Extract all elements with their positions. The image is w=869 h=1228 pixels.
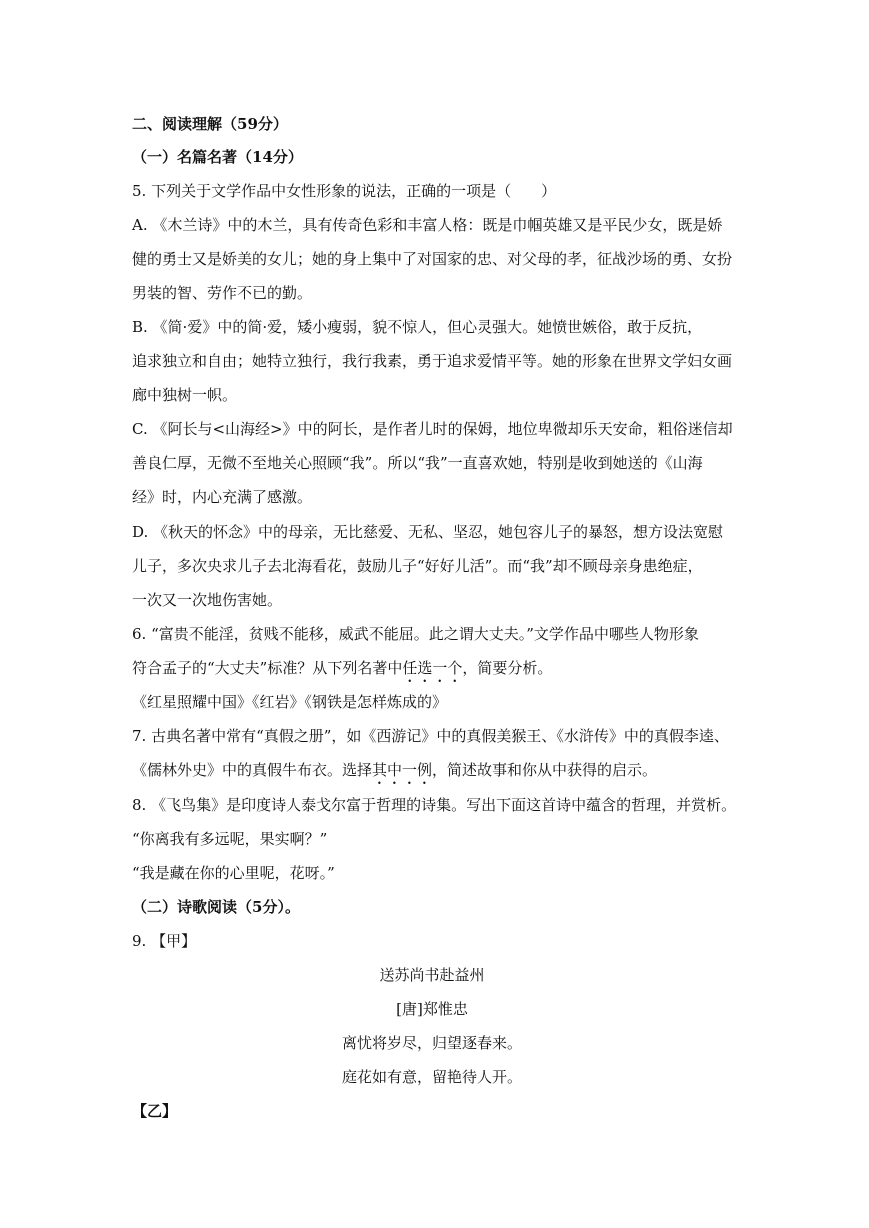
q6-line2-pre: 符合孟子的“大丈夫”标准？从下列名著中 [132, 659, 403, 677]
q7-emphasis: 其中一例 [372, 761, 433, 779]
q5-option-c-line3: 经》时，内心充满了感激。 [132, 488, 313, 506]
q6-line2-post: ，简要分析。 [462, 659, 553, 677]
q6-line2 [132, 658, 812, 686]
q5-option-d-line1: D. 《秋天的怀念》中的母亲，无比慈爱、无私、坚忍，她包容儿子的暴怒，想方设法宽慰 [132, 523, 724, 541]
poem-title: 送苏尚书赴益州 [379, 966, 485, 984]
q5-option-d-line3: 一次又一次地伤害她。 [132, 591, 283, 609]
q5-option-a-line3: 男装的智、劳作不已的勤。 [132, 284, 313, 302]
q6-books: 《红星照耀中国》《红岩》《钢铁是怎样炼成的》 [132, 693, 448, 711]
poem-line1: 离忧将岁尽，归望逐春来。 [341, 1034, 522, 1052]
q5-option-b-line3: 廊中独树一帜。 [132, 386, 238, 404]
q8-line1: 8. 《飞鸟集》是印度诗人泰戈尔富于哲理的诗集。写出下面这首诗中蕴含的哲理，并赏析。 [132, 796, 737, 814]
q9-label: 9. 【甲】 [132, 932, 197, 950]
q7-line2-pre: 《儒林外史》中的真假牛布衣。选择 [132, 761, 373, 779]
poem-yi-label: 【乙】 [132, 1102, 178, 1120]
poem-line2: 庭花如有意，留艳待人开。 [341, 1068, 522, 1086]
poem-author: [唐]郑惟忠 [396, 1000, 468, 1018]
q7-line1: 7. 古典名著中常有“真假之册”，如《西游记》中的真假美猴王、《水浒传》中的真假李逵、 [132, 727, 729, 745]
q5-option-c-line1: C. 《阿长与<山海经>》中的阿长，是作者儿时的保姆，地位卑微却乐天安命，粗俗迷信却 [132, 420, 733, 438]
q5-option-b-line2: 追求独立和自由；她特立独行，我行我素，勇于追求爱情平等。她的形象在世界文学妇女画 [132, 352, 733, 370]
q8-quote2: “我是藏在你的心里呢，花呀。” [132, 864, 335, 882]
part1-title: （一）名篇名著（14分） [132, 148, 303, 166]
q5-option-b-line1: B. 《简·爱》中的简·爱，矮小瘦弱，貌不惊人，但心灵强大。她愤世嫉俗，敢于反抗， [132, 318, 703, 336]
q5-option-d-line2: 儿子，多次央求儿子去北海看花，鼓励儿子“好好儿活”。而“我”却不顾母亲身患绝症， [132, 557, 703, 575]
q6-emphasis: 任选一个 [402, 659, 463, 677]
q5-option-a-line1: A. 《木兰诗》中的木兰，具有传奇色彩和丰富人格：既是巾帼英雄又是平民少女，既是娇 [132, 216, 723, 234]
part2-title: （二）诗歌阅读（5分）。 [132, 898, 300, 916]
q7-line2-post: ，简述故事和你从中获得的启示。 [432, 761, 658, 779]
section-title: 二、阅读理解（59分） [132, 115, 288, 133]
q5-stem: 5. 下列关于文学作品中女性形象的说法，正确的一项是（ ） [132, 182, 557, 200]
q5-option-c-line2: 善良仁厚，无微不至地关心照顾“我”。所以“我”一直喜欢她，特别是收到她送的《山海 [132, 454, 703, 472]
q7-line2 [132, 760, 812, 788]
q5-option-a-line2: 健的勇士又是娇美的女儿；她的身上集中了对国家的忠、对父母的孝，征战沙场的勇、女扮 [132, 250, 733, 268]
q8-quote1: “你离我有多远呢，果实啊？” [132, 830, 328, 848]
q6-line1: 6. “富贵不能淫，贫贱不能移，威武不能屈。此之谓大丈夫。”文学作品中哪些人物形象 [132, 625, 699, 643]
